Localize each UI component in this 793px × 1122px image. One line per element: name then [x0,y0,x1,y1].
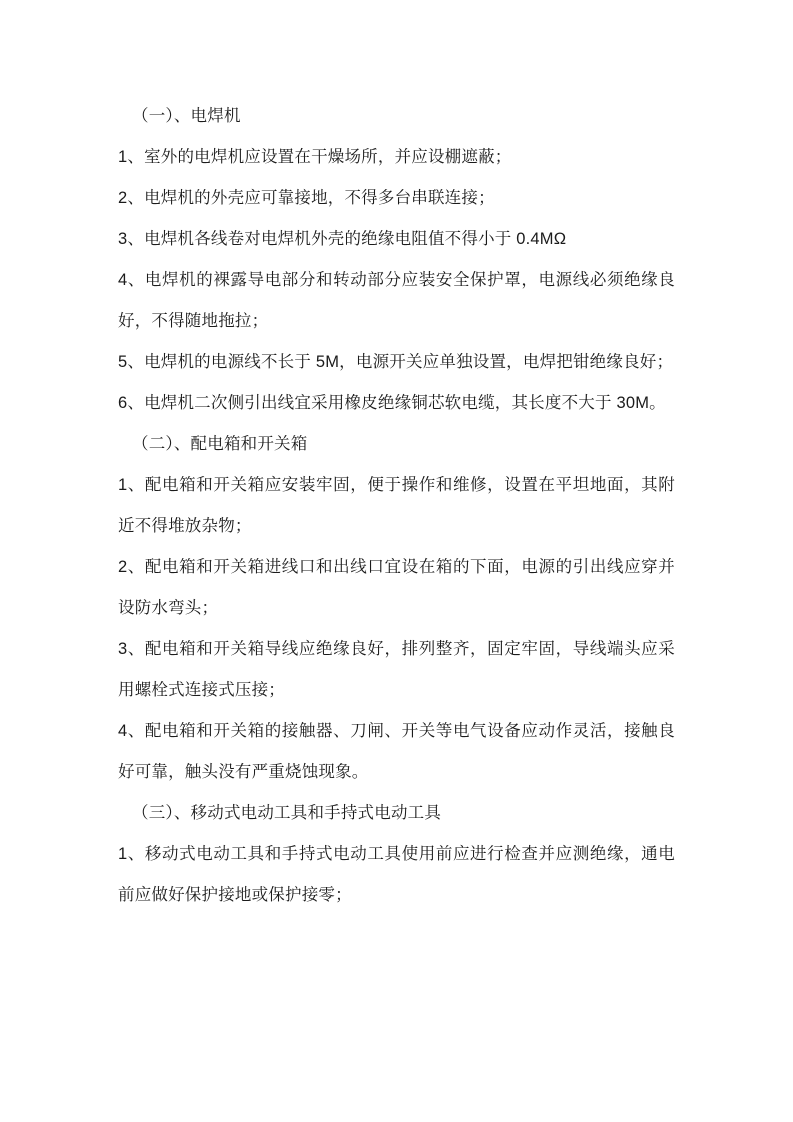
section-heading: （一）、电焊机 [132,107,241,125]
document-paragraph: 4、配电箱和开关箱的接触器、刀闸、开关等电气设备应动作灵活，接触良好可靠，触头没有严重烧蚀现象。 [118,722,675,781]
document-paragraph: 3、电焊机各线卷对电焊机外壳的绝缘电阻值不得小于 0.4MΩ [118,230,567,248]
document-paragraph: 1、室外的电焊机应设置在干燥场所，并应设棚遮蔽； [118,148,512,166]
document-paragraph: 2、电焊机的外壳应可靠接地，不得多台串联连接； [118,189,495,207]
document-body [118,96,675,916]
document-paragraph: 3、配电箱和开关箱导线应绝缘良好，排列整齐，固定牢固，导线端头应采用螺栓式连接式压接； [118,640,675,699]
section-heading: （三）、移动式电动工具和手持式电动工具 [132,804,442,822]
document-paragraph: 4、电焊机的裸露导电部分和转动部分应装安全保护罩，电源线必须绝缘良好，不得随地拖拉； [118,271,675,330]
document-paragraph: 1、移动式电动工具和手持式电动工具使用前应进行检查并应测绝缘，通电前应做好保护接地或保护接零； [118,845,675,904]
document-paragraph: 2、配电箱和开关箱进线口和出线口宜设在箱的下面，电源的引出线应穿并设防水弯头； [118,558,675,617]
document-paragraph: 1、配电箱和开关箱应安装牢固，便于操作和维修，设置在平坦地面，其附近不得堆放杂物； [118,476,675,535]
document-paragraph: 5、电焊机的电源线不长于 5M，电源开关应单独设置，电焊把钳绝缘良好； [118,353,674,371]
section-heading: （二）、配电箱和开关箱 [132,435,308,453]
document-paragraph: 6、电焊机二次侧引出线宜采用橡皮绝缘铜芯软电缆，其长度不大于 30M。 [118,394,666,412]
